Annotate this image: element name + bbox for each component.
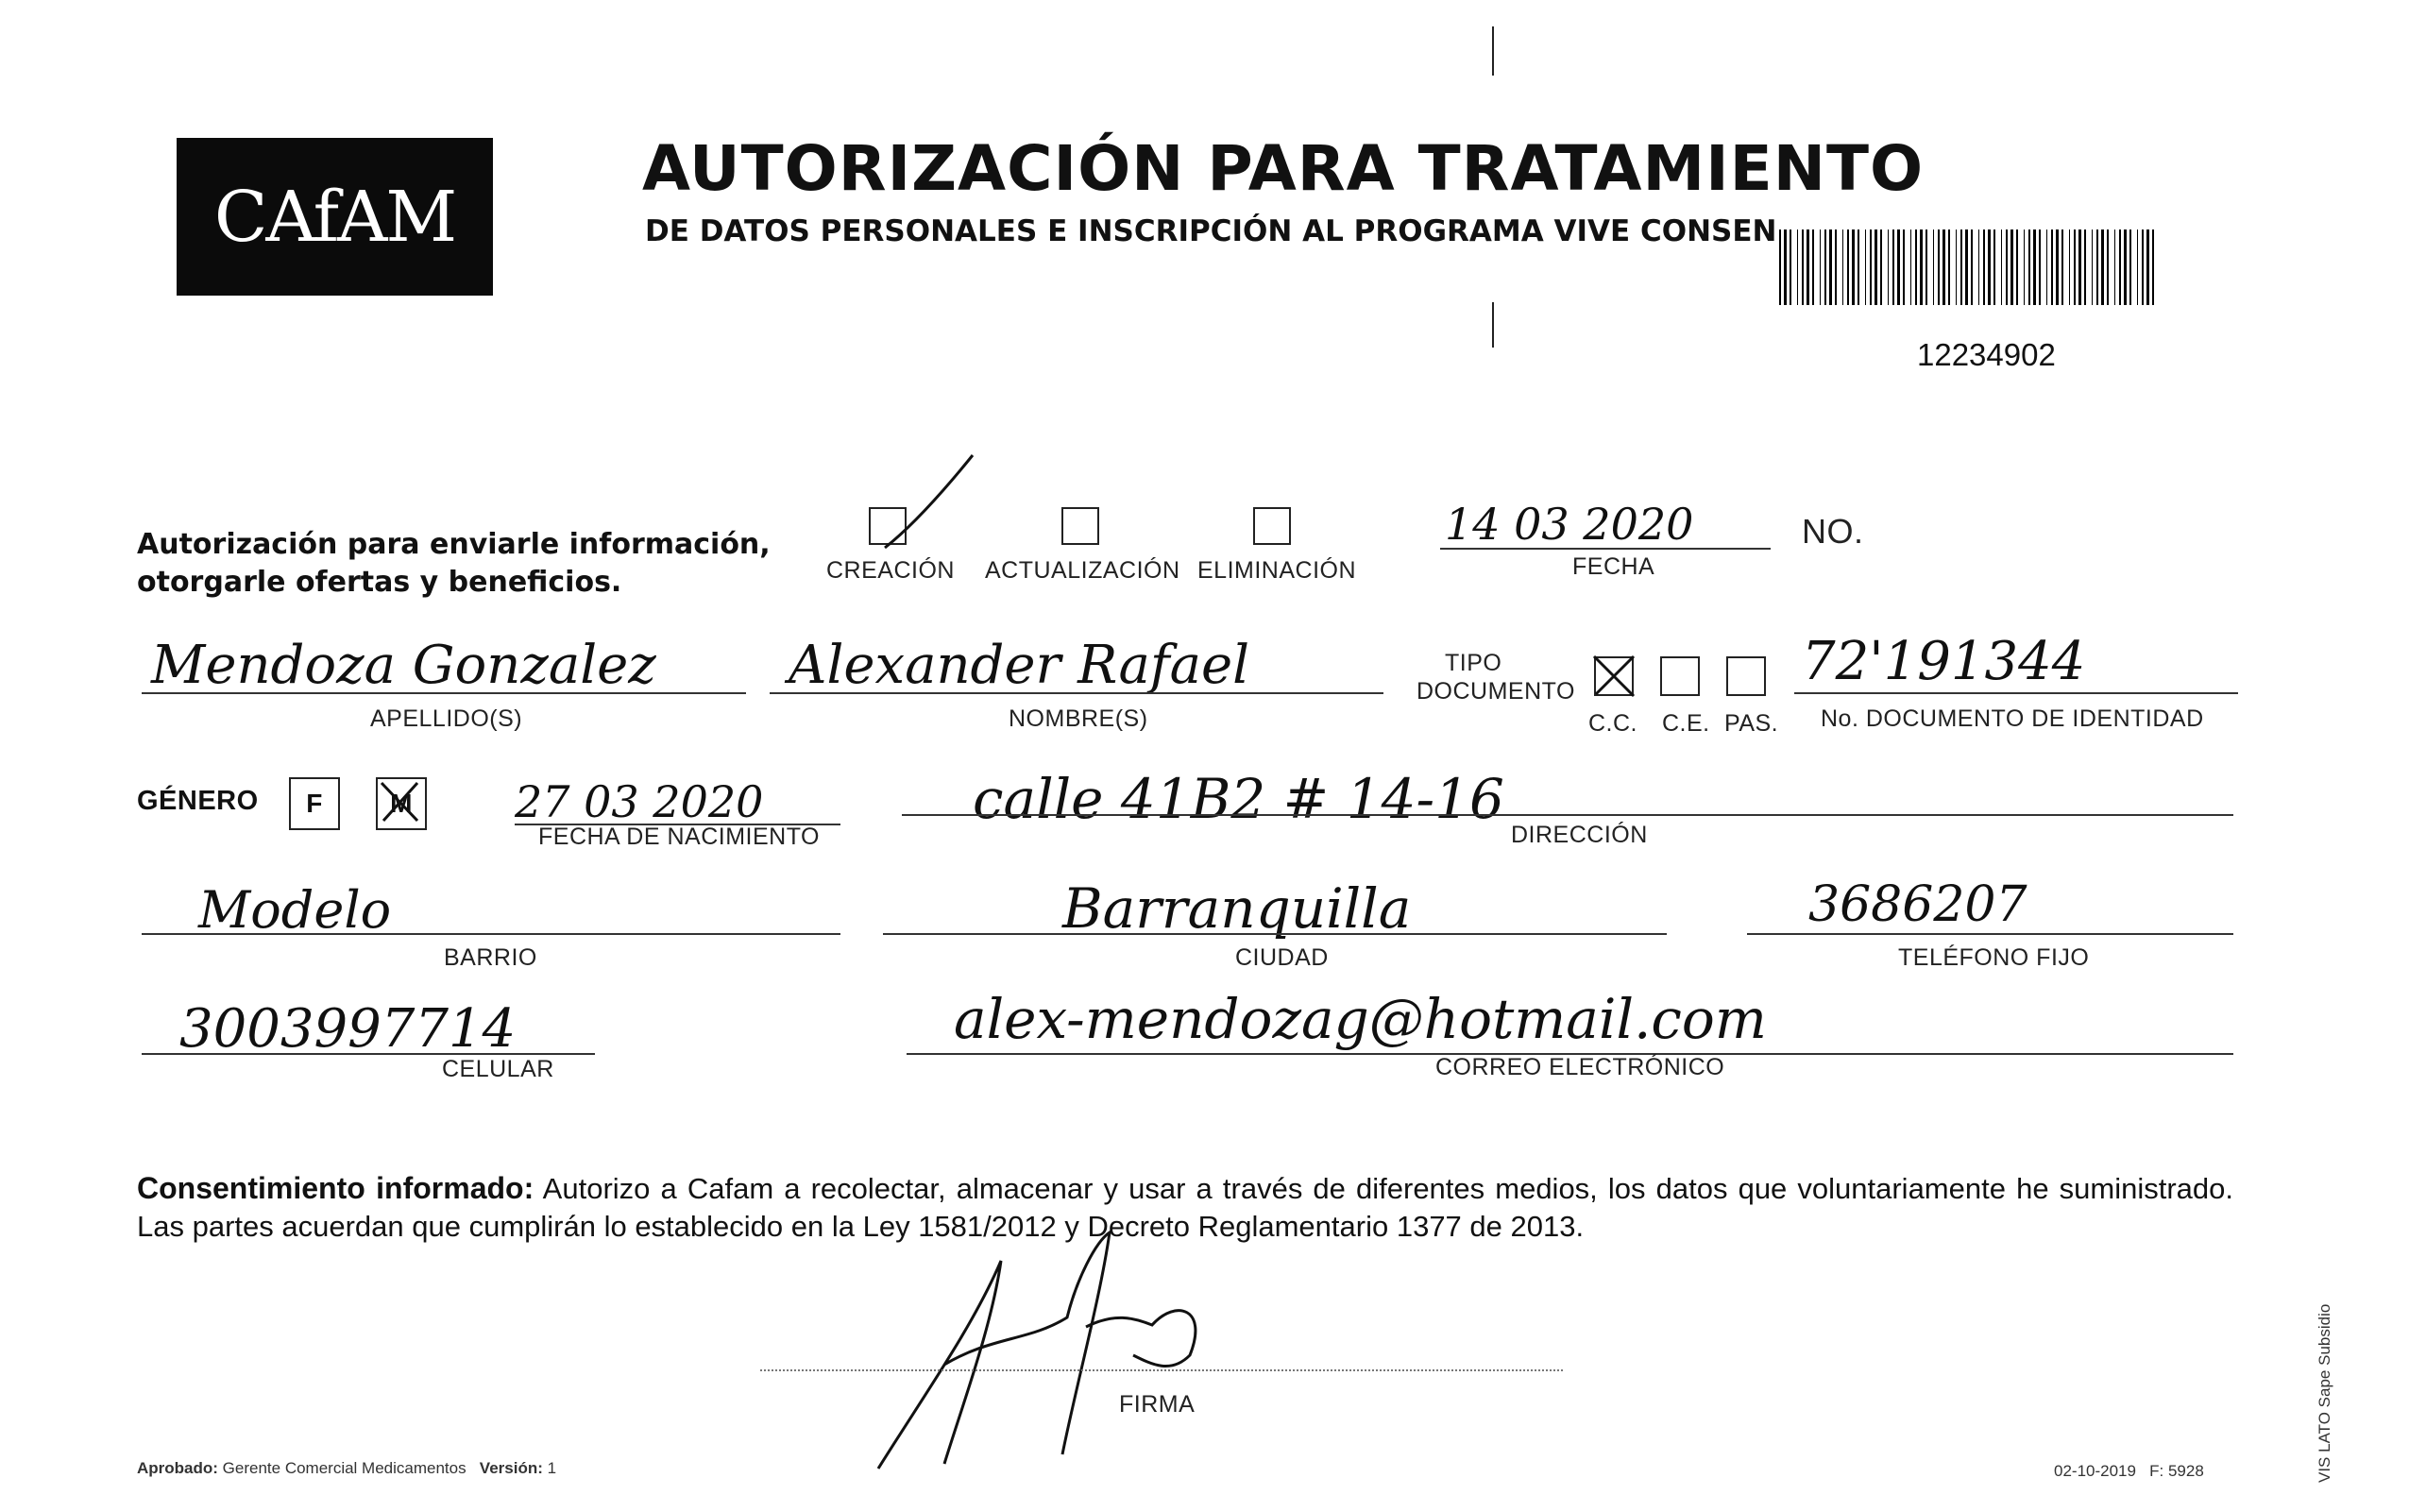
barcode-bar [2039, 229, 2041, 305]
barcode-bar [1875, 229, 1877, 305]
ce-label: C.E. [1662, 710, 1710, 737]
tipo-documento-label-1: TIPO [1445, 650, 1502, 676]
title-cut-letter: O [1870, 132, 1925, 205]
documento-line [1794, 692, 2238, 694]
barcode-bar [1858, 229, 1859, 305]
cc-label: C.C. [1588, 710, 1637, 737]
numero-label: NO. [1802, 512, 1864, 551]
barcode-bar [1948, 229, 1950, 305]
barcode-bar [2033, 229, 2036, 305]
barcode-bar [2119, 229, 2121, 305]
barcode-bar [1892, 229, 1894, 305]
ciudad-label: CIUDAD [1235, 944, 1329, 971]
nombre-line [770, 692, 1383, 694]
barcode [1779, 229, 2157, 305]
celular-value[interactable]: 3003997714 [179, 998, 517, 1060]
nombre-label: NOMBRE(S) [1009, 705, 1148, 732]
authorization-intro: Autorización para enviarle información, otorgarle ofertas y beneficios. [137, 528, 771, 599]
barcode-bar [2137, 229, 2138, 305]
barcode-bar [1897, 229, 1900, 305]
barcode-bar [2152, 229, 2154, 305]
actualizacion-checkbox[interactable] [1061, 507, 1099, 545]
barcode-bar [2101, 229, 2104, 305]
celular-line [142, 1053, 595, 1055]
cc-checkmark [1586, 647, 1643, 704]
barcode-bar [1865, 229, 1866, 305]
direccion-value[interactable]: calle 41B2 # 14-16 [973, 767, 1504, 831]
barcode-bar [2129, 229, 2131, 305]
barcode-bar [1842, 229, 1843, 305]
barcode-bar [1784, 229, 1787, 305]
telefono-value[interactable]: 3686207 [1808, 876, 2027, 933]
documento-label: No. DOCUMENTO DE IDENTIDAD [1821, 705, 2204, 732]
creacion-label: CREACIÓN [826, 557, 955, 584]
barcode-bar [2146, 229, 2149, 305]
eliminacion-checkbox[interactable] [1253, 507, 1291, 545]
barrio-label: BARRIO [444, 944, 537, 971]
barcode-bar [1870, 229, 1872, 305]
fold-mark-middle [1492, 302, 1494, 348]
barcode-bar [2124, 229, 2127, 305]
barcode-bar [1978, 229, 1979, 305]
creacion-checkmark [883, 453, 977, 557]
genero-f-checkbox[interactable]: F [289, 777, 340, 830]
barcode-bar [2084, 229, 2086, 305]
handwritten-signature [850, 1223, 1341, 1478]
tipo-documento-label-2: DOCUMENTO [1417, 678, 1575, 705]
correo-value[interactable]: alex-mendozag@hotmail.com [954, 987, 1767, 1051]
barcode-bar [1903, 229, 1905, 305]
barcode-bar [1942, 229, 1945, 305]
barcode-bar [2061, 229, 2063, 305]
fecha-value[interactable]: 14 03 2020 [1445, 499, 1694, 550]
barcode-bar [1880, 229, 1882, 305]
genero-label: GÉNERO [137, 786, 259, 816]
barcode-bar [1910, 229, 1911, 305]
apellido-value[interactable]: Mendoza Gonzalez [151, 635, 656, 696]
ciudad-line [883, 933, 1667, 935]
barcode-bar [1802, 229, 1804, 305]
barcode-bar [2024, 229, 2025, 305]
barcode-bar [2056, 229, 2059, 305]
barcode-bar [2010, 229, 2013, 305]
barcode-bar [1933, 229, 1934, 305]
form-title: AUTORIZACIÓN PARA TRATAMIENTO [642, 132, 1925, 205]
celular-label: CELULAR [442, 1056, 554, 1082]
barcode-bar [1829, 229, 1832, 305]
barcode-bar [1835, 229, 1837, 305]
barcode-bar [2016, 229, 2018, 305]
telefono-line [1747, 933, 2233, 935]
barcode-bar [2006, 229, 2008, 305]
fecha-label: FECHA [1572, 553, 1655, 580]
footer-approval: Aprobado: Gerente Comercial Medicamentos Versión: 1 [137, 1459, 557, 1477]
barcode-bar [1956, 229, 1957, 305]
barcode-bar [1779, 229, 1781, 305]
barcode-bar [2092, 229, 2093, 305]
side-vertical-text: VIS LATO Sape Subsidio [2316, 1303, 2333, 1483]
documento-value[interactable]: 72'191344 [1802, 631, 2086, 692]
barcode-bar [2069, 229, 2070, 305]
barcode-bar [1820, 229, 1821, 305]
eliminacion-label: ELIMINACIÓN [1197, 557, 1357, 584]
barcode-bar [2074, 229, 2076, 305]
form-subtitle: DE DATOS PERSONALES E INSCRIPCIÓN AL PROGRAMA VIVE CONSEN [645, 214, 1777, 248]
barrio-value[interactable]: Modelo [198, 880, 392, 940]
direccion-label: DIRECCIÓN [1511, 822, 1648, 848]
barcode-bar [1938, 229, 1940, 305]
firma-label: FIRMA [1119, 1391, 1196, 1418]
barcode-bar [2114, 229, 2115, 305]
barcode-bar [1965, 229, 1968, 305]
cafam-logo: CAfAM [177, 138, 493, 296]
barcode-bar [1824, 229, 1826, 305]
barcode-bar [1790, 229, 1791, 305]
genero-m-checkmark [376, 777, 423, 826]
barcode-bar [2078, 229, 2081, 305]
barrio-line [142, 933, 840, 935]
firma-line [760, 1369, 1563, 1371]
barcode-bar [1847, 229, 1849, 305]
telefono-label: TELÉFONO FIJO [1898, 944, 2090, 971]
barcode-bar [1993, 229, 1995, 305]
ciudad-value[interactable]: Barranquilla [1062, 876, 1412, 941]
barcode-bar [1988, 229, 1991, 305]
ce-checkbox[interactable] [1660, 656, 1700, 696]
pas-checkbox[interactable] [1726, 656, 1766, 696]
barcode-bar [1920, 229, 1923, 305]
barcode-number: 12234902 [1917, 337, 2056, 372]
barcode-bar [2142, 229, 2144, 305]
barcode-bar [2107, 229, 2109, 305]
actualizacion-label: ACTUALIZACIÓN [985, 557, 1180, 584]
footer-codes: 02-10-2019 F: 5928 [2054, 1462, 2204, 1480]
nacimiento-label: FECHA DE NACIMIENTO [538, 824, 820, 850]
barcode-bar [1807, 229, 1809, 305]
barcode-bar [1983, 229, 1985, 305]
nacimiento-value[interactable]: 27 03 2020 [515, 776, 764, 827]
barcode-bar [2046, 229, 2047, 305]
barcode-bar [1812, 229, 1814, 305]
apellido-line [142, 692, 746, 694]
consent-heading: Consentimiento informado: [137, 1171, 534, 1205]
barcode-bar [2096, 229, 2098, 305]
consent-body: Autorizo a Cafam a recolectar, almacenar y usar a través de diferentes medios, los datos que voluntariamente he suministrado. Las partes acuerdan que cumplirán lo establecido en la Ley 1581/2012 y Decreto Reglamentario 1377 de 2013. [137, 1172, 2234, 1243]
fecha-line [1440, 548, 1771, 550]
pas-label: PAS. [1724, 710, 1779, 737]
direccion-line [902, 814, 2233, 816]
barcode-bar [2028, 229, 2030, 305]
fold-mark-top [1492, 26, 1494, 76]
barcode-bar [1797, 229, 1798, 305]
genero-m-checkbox[interactable]: M [376, 777, 427, 830]
nombre-value[interactable]: Alexander Rafael [789, 635, 1250, 696]
barcode-bar [1888, 229, 1889, 305]
barcode-bar [1852, 229, 1855, 305]
barcode-bar [1971, 229, 1973, 305]
correo-label: CORREO ELECTRÓNICO [1435, 1054, 1725, 1080]
barcode-bar [1915, 229, 1917, 305]
barcode-bar [2001, 229, 2002, 305]
apellido-label: APELLIDO(S) [370, 705, 523, 732]
barcode-bar [1960, 229, 1962, 305]
barcode-bar [1926, 229, 1927, 305]
barcode-bar [2051, 229, 2053, 305]
